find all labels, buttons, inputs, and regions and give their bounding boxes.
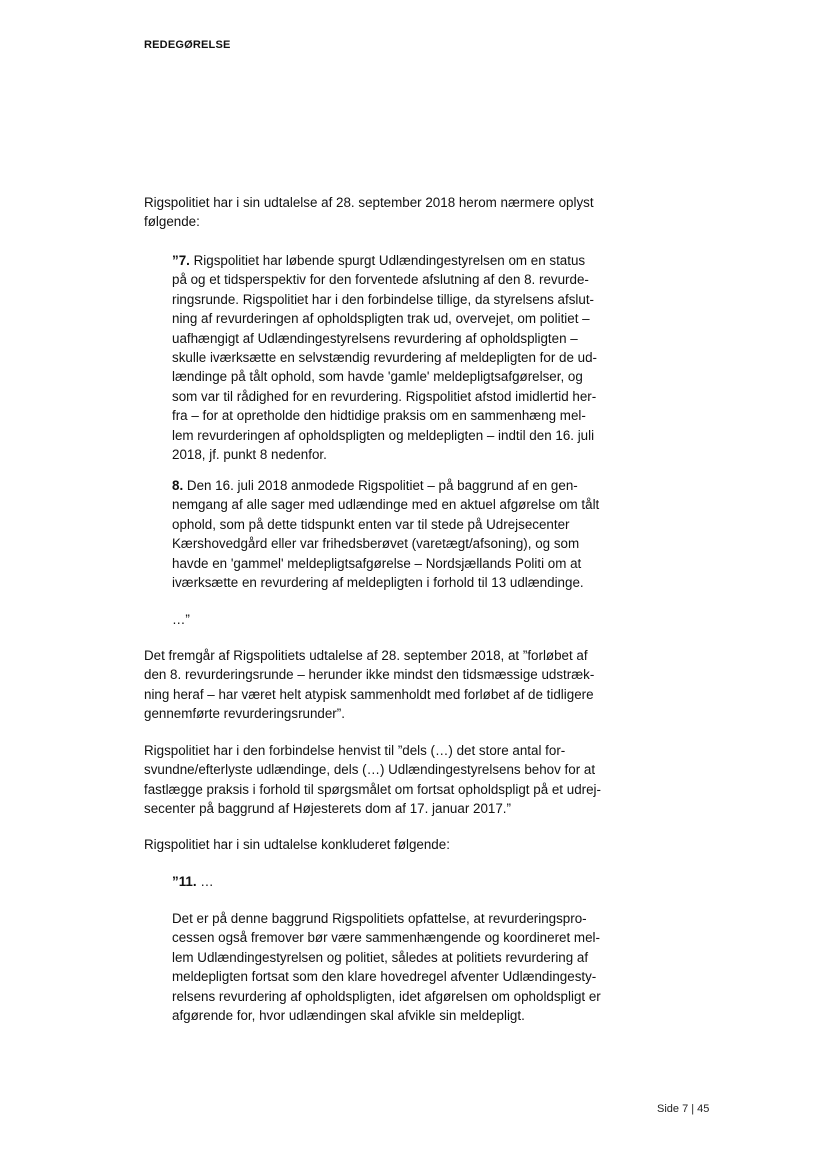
body-paragraph-4: Rigspolitiet har i sin udtalelse konkluderet følgende: — [144, 837, 450, 852]
body-paragraph-3 — [144, 741, 624, 819]
text-line: gennemførte revurderingsrunder”. — [144, 706, 345, 722]
text-line: svundne/efterlyste udlændinge, dels (…) Udlændingestyrelsens behov for at — [144, 762, 596, 778]
text-line: lændinge på tålt ophold, som havde 'gamle' meldepligtsafgørelser, og — [172, 369, 583, 385]
text-line: følgende: — [144, 214, 200, 230]
body-paragraph-2 — [144, 646, 624, 724]
quote-paragraph-7 — [172, 251, 624, 464]
text-line: havde en 'gammel' meldepligtsafgørelse – Nordsjællands Politi om at — [172, 555, 582, 571]
text-line: ning heraf – har været helt atypisk sammenholdt med forløbet af de tidligere — [144, 686, 594, 702]
text-line: Det fremgår af Rigspolitiets udtalelse af 28. september 2018, at ”forløbet af — [144, 648, 588, 663]
text-line: på og et tidsperspektiv for den forventede afslutning af den 8. revurde- — [172, 272, 589, 288]
paragraph-number: ”11. — [172, 874, 197, 889]
text-line: afgørende for, hvor udlændingen skal afvikle sin meldepligt. — [172, 1008, 525, 1024]
text-line: Kærshovedgård eller var frihedsberøvet (varetægt/afsoning), og som — [172, 536, 580, 552]
text-line: lem revurderingen af opholdspligten og meldepligten – indtil den 16. juli — [172, 427, 595, 443]
text-line: ning af revurderingen af opholdspligten trak ud, overvejet, om politiet – — [172, 311, 590, 327]
quote-paragraph-11 — [172, 872, 624, 891]
text-line: ringsrunde. Rigspolitiet har i den forbindelse tillige, da styrelsens afslut- — [172, 291, 595, 307]
page-number: Side 7 | 45 — [657, 1103, 710, 1115]
quote-ellipsis: …” — [172, 612, 190, 627]
quote-paragraph-11-body — [172, 909, 624, 1025]
text-line: nemgang af alle sager med udlændinge med en aktuel afgørelse om tålt — [172, 497, 600, 513]
text-line: ophold, som på dette tidspunkt enten var til stede på Udrejsecenter — [172, 516, 570, 532]
quote-paragraph-8 — [172, 476, 624, 592]
intro-paragraph — [144, 193, 624, 232]
text-line: den 8. revurderingsrunde – herunder ikke mindst den tidsmæssige udstræk- — [144, 667, 595, 683]
text-line: lem Udlændingestyrelsen og politiet, således at politiets revurdering af — [172, 949, 589, 965]
text-line: som var til rådighed for en revurdering. Rigspolitiet afstod imidlertid her- — [172, 388, 597, 404]
text-line: 2018, jf. punkt 8 nedenfor. — [172, 447, 327, 463]
text-line: relsens revurdering af opholdspligten, idet afgørelsen om opholdspligt er — [172, 988, 601, 1004]
text-line: Rigspolitiet har løbende spurgt Udlændingestyrelsen om en status — [189, 253, 586, 268]
text-line: Det er på denne baggrund Rigspolitiets opfattelse, at revurderingspro- — [172, 911, 587, 926]
text-line: iværksætte en revurdering af meldepligten i forhold til 13 udlændinge. — [172, 575, 584, 591]
text-line: … — [196, 874, 214, 889]
text-line: Rigspolitiet har i den forbindelse henvist til ”dels (…) det store antal for- — [144, 743, 566, 758]
text-line: meldepligten fortsat som den klare hovedregel afventer Udlændingesty- — [172, 969, 597, 985]
text-line: skulle iværksætte en selvstændig revurdering af meldepligten for de ud- — [172, 350, 597, 366]
text-line: Den 16. juli 2018 anmodede Rigspolitiet – på baggrund af en gen- — [183, 478, 578, 493]
paragraph-number: 8. — [172, 478, 184, 493]
text-line: secenter på baggrund af Højesterets dom af 17. januar 2017.” — [144, 801, 511, 817]
document-header-title: REDEGØRELSE — [144, 39, 231, 51]
text-line: fastlægge praksis i forhold til spørgsmålet om fortsat opholdspligt på et udrej- — [144, 781, 601, 797]
text-line: Rigspolitiet har i sin udtalelse af 28. september 2018 herom nærmere oplyst — [144, 195, 594, 210]
text-line: cessen også fremover bør være sammenhængende og koordineret mel- — [172, 930, 600, 946]
text-line: uafhængigt af Udlændingestyrelsens revurdering af opholdspligten – — [172, 330, 578, 346]
paragraph-number: ”7. — [172, 253, 190, 268]
text-line: fra – for at opretholde den hidtidige praksis om en sammenhæng mel- — [172, 408, 586, 424]
